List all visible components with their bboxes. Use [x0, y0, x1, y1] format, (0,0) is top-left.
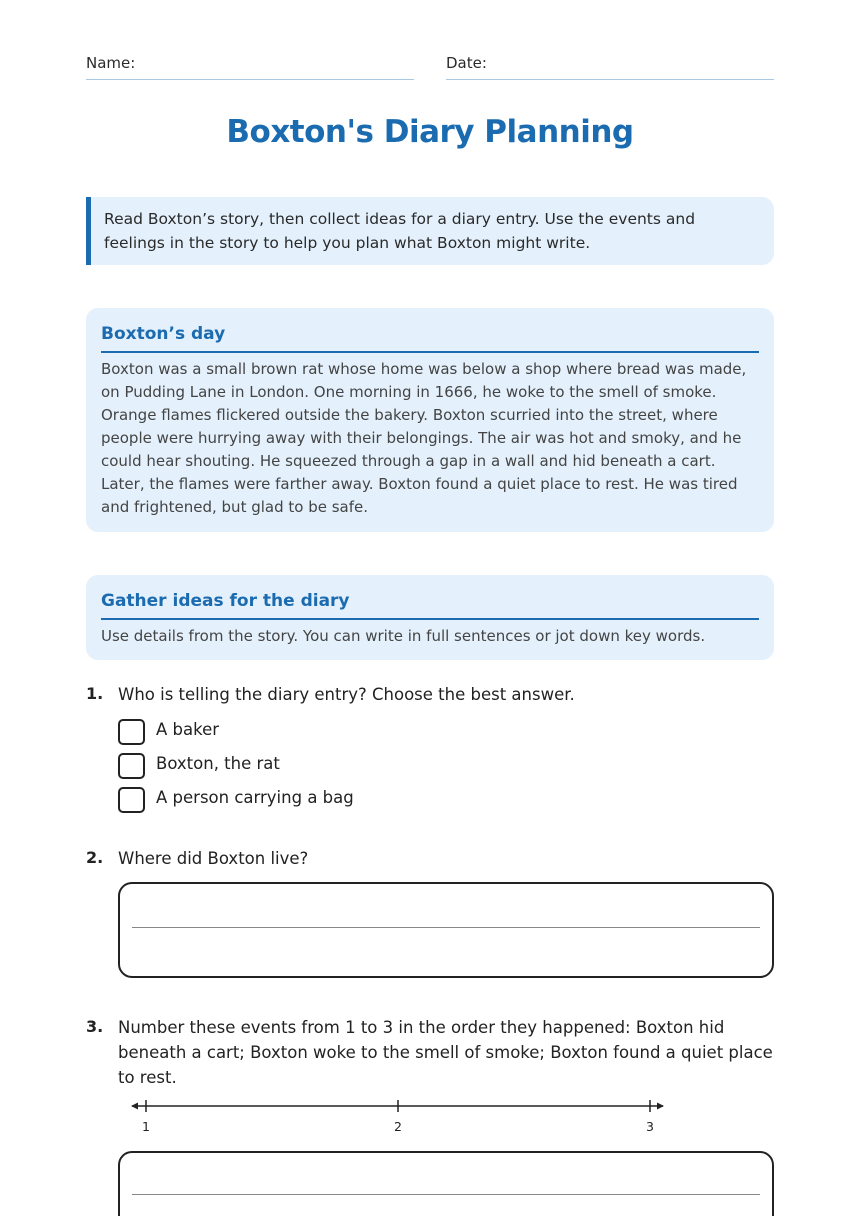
story-panel: [86, 308, 774, 532]
number-line-graphic: [118, 1094, 678, 1120]
student-info-row: [86, 54, 774, 80]
question-1-text: Who is telling the diary entry? Choose the best answer.: [118, 685, 575, 704]
event-number-line: [118, 1094, 678, 1139]
story-text: Boxton was a small brown rat whose home was below a shop where bread was made, on Pudding Lane in London. One morning in 1666, he woke to the smell of smoke. Orange flames flickered outside the bakery. Boxton scurried into the street, where people were hurrying away with their belongings. The air was hot and smoky, and he could hear shouting. He squeezed through a gap in a wall and hid beneath a cart. Later, the flames were farther away. Boxton found a quiet place to rest. He was tired and frightened, but glad to be safe.: [101, 360, 747, 516]
ideas-heading: Gather ideas for the diary: [101, 589, 759, 620]
intro-callout: Read Boxton’s story, then collect ideas for a diary entry. Use the events and feelings in the story to help you plan what Boxton might write.: [86, 197, 774, 265]
story-heading: Boxton’s day: [101, 322, 759, 353]
question-3-answer-box[interactable]: [118, 1151, 774, 1216]
option-label: A person carrying a bag: [156, 788, 354, 807]
writing-line: [132, 927, 760, 928]
writing-line: [132, 1194, 760, 1195]
checkbox[interactable]: [118, 719, 145, 745]
checkbox[interactable]: [118, 753, 145, 779]
tick-label-1: 1: [142, 1119, 150, 1134]
option-label: Boxton, the rat: [156, 754, 280, 773]
page-title: Boxton's Diary Planning: [226, 114, 634, 150]
question-2-text: Where did Boxton live?: [118, 849, 309, 868]
date-field[interactable]: [446, 54, 774, 80]
name-field[interactable]: [86, 54, 414, 80]
question-2-number: 2.: [86, 848, 104, 867]
question-1-number: 1.: [86, 684, 104, 703]
question-3-text: Number these events from 1 to 3 in the order they happened: Boxton hid beneath a cart; Boxton woke to the smell of smoke; Boxton found a quiet place to rest.: [118, 1018, 773, 1087]
checkbox[interactable]: [118, 787, 145, 813]
ideas-instructions: Use details from the story. You can write in full sentences or jot down key words.: [101, 627, 706, 645]
tick-label-3: 3: [646, 1119, 654, 1134]
ideas-panel: [86, 575, 774, 660]
question-3-number: 3.: [86, 1017, 104, 1036]
date-label: Date:: [446, 54, 487, 72]
question-2-answer-box[interactable]: [118, 882, 774, 978]
tick-label-2: 2: [394, 1119, 402, 1134]
name-label: Name:: [86, 54, 136, 72]
option-label: A baker: [156, 720, 220, 739]
